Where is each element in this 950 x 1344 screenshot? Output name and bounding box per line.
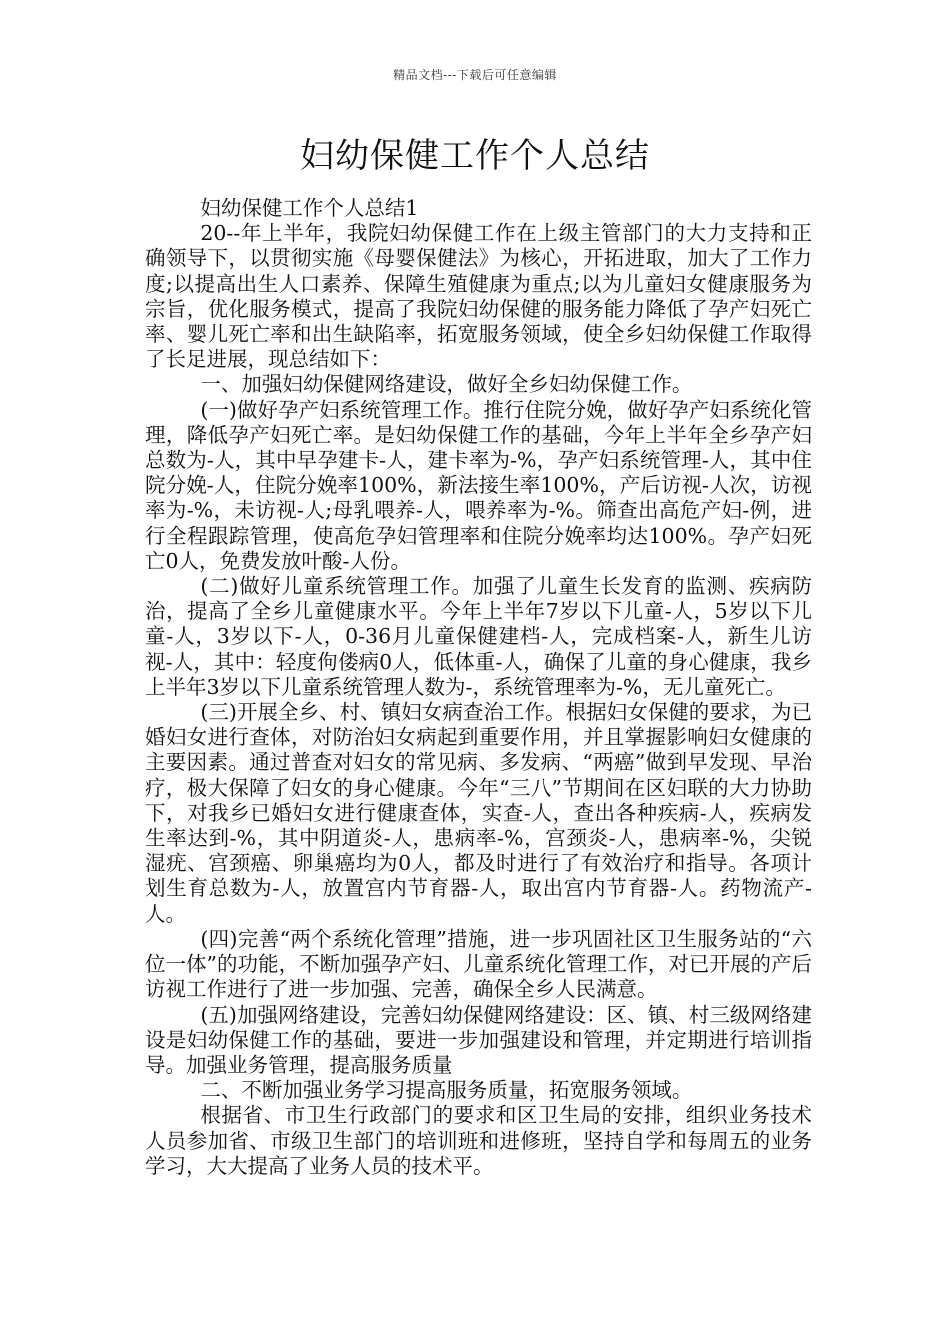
section-heading-2: 二、不断加强业务学习提高服务质量，拓宽服务领域。 xyxy=(200,1078,693,1103)
section-heading-1: 一、加强妇幼保健网络建设，做好全乡妇幼保健工作。 xyxy=(200,372,693,397)
paragraph-two-systems: (四)完善“两个系统化管理”措施，进一步巩固社区卫生服务站的“六位一体”的功能，不断加强孕产妇、儿童系统化管理工作，对已开展的产后访视工作进行了进一步加强、完善，确保全乡人民满意。 xyxy=(145,926,812,1002)
intro-paragraph: 20--年上半年，我院妇幼保健工作在上级主管部门的大力支持和正确领导下，以贯彻实施《母婴保健法》为核心，开拓进取，加大了工作力度;以提高出生人口素养、保障生殖健康为重点;以为儿童妇女健康服务为宗旨，优化服务模式，提高了我院妇幼保健的服务能力降低了孕产妇死亡率、婴儿死亡率和出生缺陷率，拓宽服务领域，使全乡妇幼保健工作取得了长足进展，现总结如下： xyxy=(145,221,812,372)
document-body xyxy=(145,196,812,1179)
paragraph-network-building: (五)加强网络建设，完善妇幼保健网络建设：区、镇、村三级网络建设是妇幼保健工作的基础，要进一步加强建设和管理，并定期进行培训指导。加强业务管理，提高服务质量 xyxy=(145,1002,812,1077)
paragraph-maternal-management: (一)做好孕产妇系统管理工作。推行住院分娩，做好孕产妇系统化管理，降低孕产妇死亡率。是妇幼保健工作的基础，今年上半年全乡孕产妇总数为-人，其中早孕建卡-人，建卡率为-%，孕产妇系统管理-人，其中住院分娩-人，住院分娩率100%，新法接生率100%，产后访视-人次，访视率为-%，未访视-人;母乳喂养-人，喂养率为-%。筛查出高危产妇-例，进行全程跟踪管理，使高危孕妇管理率和住院分娩率均达100%。孕产妇死亡0人，免费发放叶酸-人份。 xyxy=(145,397,812,573)
document-title: 妇幼保健工作个人总结 xyxy=(300,136,650,176)
header-note: 精品文档---下载后可任意编辑 xyxy=(393,68,557,82)
paragraph-training: 根据省、市卫生行政部门的要求和区卫生局的安排，组织业务技术人员参加省、市级卫生部门的培训班和进修班，坚持自学和每周五的业务学习，大大提高了业务人员的技术平。 xyxy=(145,1103,812,1178)
subtitle-paragraph: 妇幼保健工作个人总结1 xyxy=(200,196,419,220)
paragraph-child-management: (二)做好儿童系统管理工作。加强了儿童生长发育的监测、疾病防治，提高了全乡儿童健康水平。今年上半年7岁以下儿童-人，5岁以下儿童-人，3岁以下-人，0-36月儿童保健建档-人，完成档案-人，新生儿访视-人，其中：轻度佝偻病0人，低体重-人，确保了儿童的身心健康，我乡上半年3岁以下儿童系统管理人数为-，系统管理率为-%，无儿童死亡。 xyxy=(145,574,812,699)
paragraph-womens-disease: (三)开展全乡、村、镇妇女病查治工作。根据妇女保健的要求，为已婚妇女进行查体，对防治妇女病起到重要作用，并且掌握影响妇女健康的主要因素。通过普查对妇女的常见病、多发病、“两癌”做到早发现、早治疗，极大保障了妇女的身心健康。今年“三八”节期间在区妇联的大力协助下，对我乡已婚妇女进行健康查体，实查-人，查出各种疾病-人，疾病发生率达到-%，其中阴道炎-人，患病率-%，宫颈炎-人，患病率-%，尖锐湿疣、宫颈癌、卵巢癌均为0人，都及时进行了有效治疗和指导。各项计划生育总数为-人，放置宫内节育器-人，取出宫内节育器-人。药物流产-人。 xyxy=(145,700,812,926)
